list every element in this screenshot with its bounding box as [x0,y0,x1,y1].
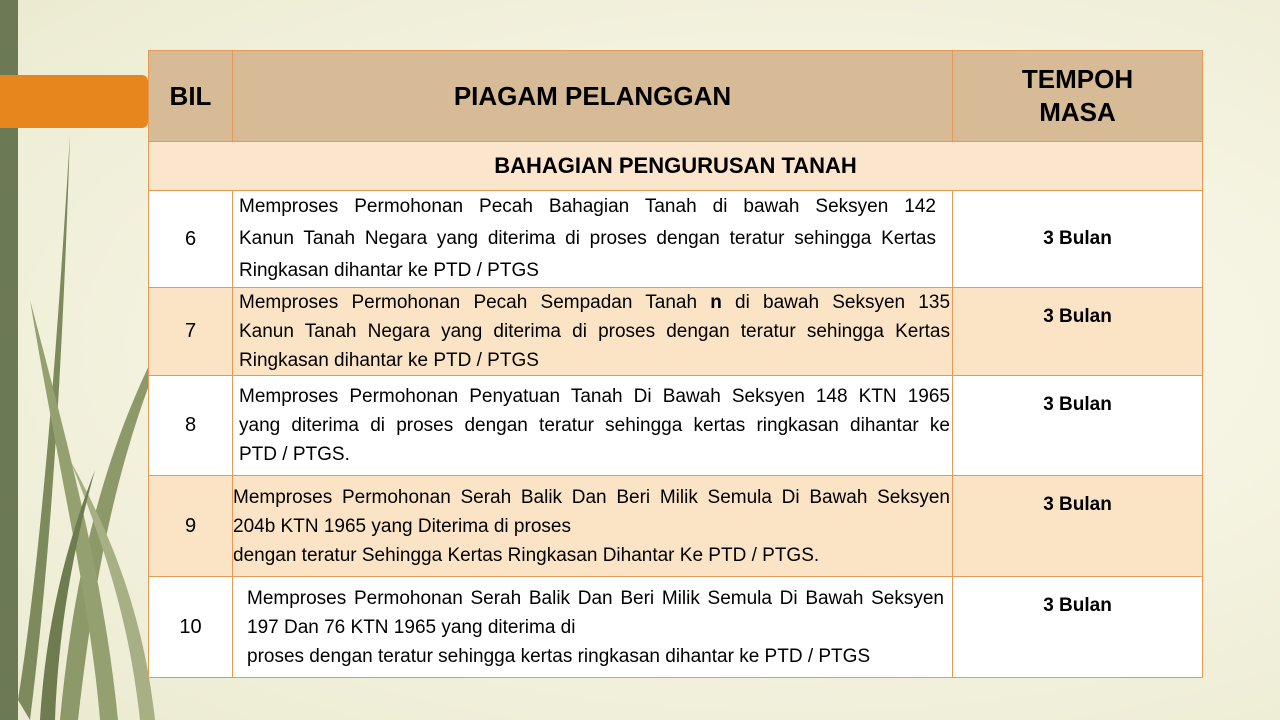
row-description [233,191,953,288]
row-description-text: di bawah Seksyen 135 [721,292,951,313]
row-description-line: 197 Dan 76 KTN 1965 yang diterima di [247,616,576,638]
row-description-bold: n [710,292,722,313]
row-tempoh: 3 Bulan [953,376,1203,476]
header-tempoh [953,51,1203,142]
orange-tab-decoration [0,75,148,128]
row-tempoh: 3 Bulan [953,288,1203,376]
row-tempoh: 3 Bulan [953,577,1203,678]
row-description [233,376,953,476]
row-description-line: Ringkasan dihantar ke PTD / PTGS [239,260,539,281]
section-row [149,142,1203,191]
row-bil: 6 [149,191,233,288]
row-description-line: proses dengan teratur sehingga kertas ringkasan dihantar ke PTD / PTGS [247,645,871,667]
row-description-line: Memproses Permohonan Serah Balik Dan Beri Milik Semula Di Bawah Seksyen [247,587,944,609]
row-tempoh: 3 Bulan [953,191,1203,288]
row-bil: 9 [149,476,233,577]
header-tempoh-line2: MASA [1039,97,1116,127]
row-bil: 8 [149,376,233,476]
header-piagam: PIAGAM PELANGGAN [233,51,953,142]
row-description-line: 204b KTN 1965 yang Diterima di proses [233,515,571,537]
row-description [233,577,953,678]
row-description [233,288,953,376]
row-description-text: Memproses Permohonan Pecah Sempadan Tanah [239,292,711,313]
row-bil: 10 [149,577,233,678]
table-row [149,191,1203,288]
table-row [149,577,1203,678]
row-description-line: Memproses Permohonan Pecah Bahagian Tanah di bawah Seksyen 142 [239,196,936,217]
row-description-line: Kanun Tanah Negara yang diterima di proses dengan teratur sehingga Kertas [239,321,950,342]
table-row [149,288,1203,376]
section-title: BAHAGIAN PENGURUSAN TANAH [149,142,1203,191]
row-description [233,476,953,577]
customer-charter-table [148,50,1202,678]
row-description-line: yang diterima di proses dengan teratur sehingga kertas ringkasan dihantar ke [239,415,950,436]
row-description-line: dengan teratur Sehingga Kertas Ringkasan Dihantar Ke PTD / PTGS. [233,544,820,566]
row-description-line: Memproses Permohonan Serah Balik Dan Beri Milik Semula Di Bawah Seksyen [233,486,950,508]
row-description-line: PTD / PTGS. [239,444,350,465]
table-row [149,476,1203,577]
table-row [149,376,1203,476]
header-tempoh-line1: TEMPOH [1021,64,1134,94]
row-description-line: Kanun Tanah Negara yang diterima di proses dengan teratur sehingga Kertas [239,228,936,249]
row-description-line: Memproses Permohonan Penyatuan Tanah Di Bawah Seksyen 148 KTN 1965 [239,386,950,407]
row-tempoh: 3 Bulan [953,476,1203,577]
row-bil: 7 [149,288,233,376]
row-description-line: Ringkasan dihantar ke PTD / PTGS [239,350,539,371]
row-description-line [239,288,950,317]
header-bil: BIL [149,51,233,142]
table-header-row [149,51,1203,142]
